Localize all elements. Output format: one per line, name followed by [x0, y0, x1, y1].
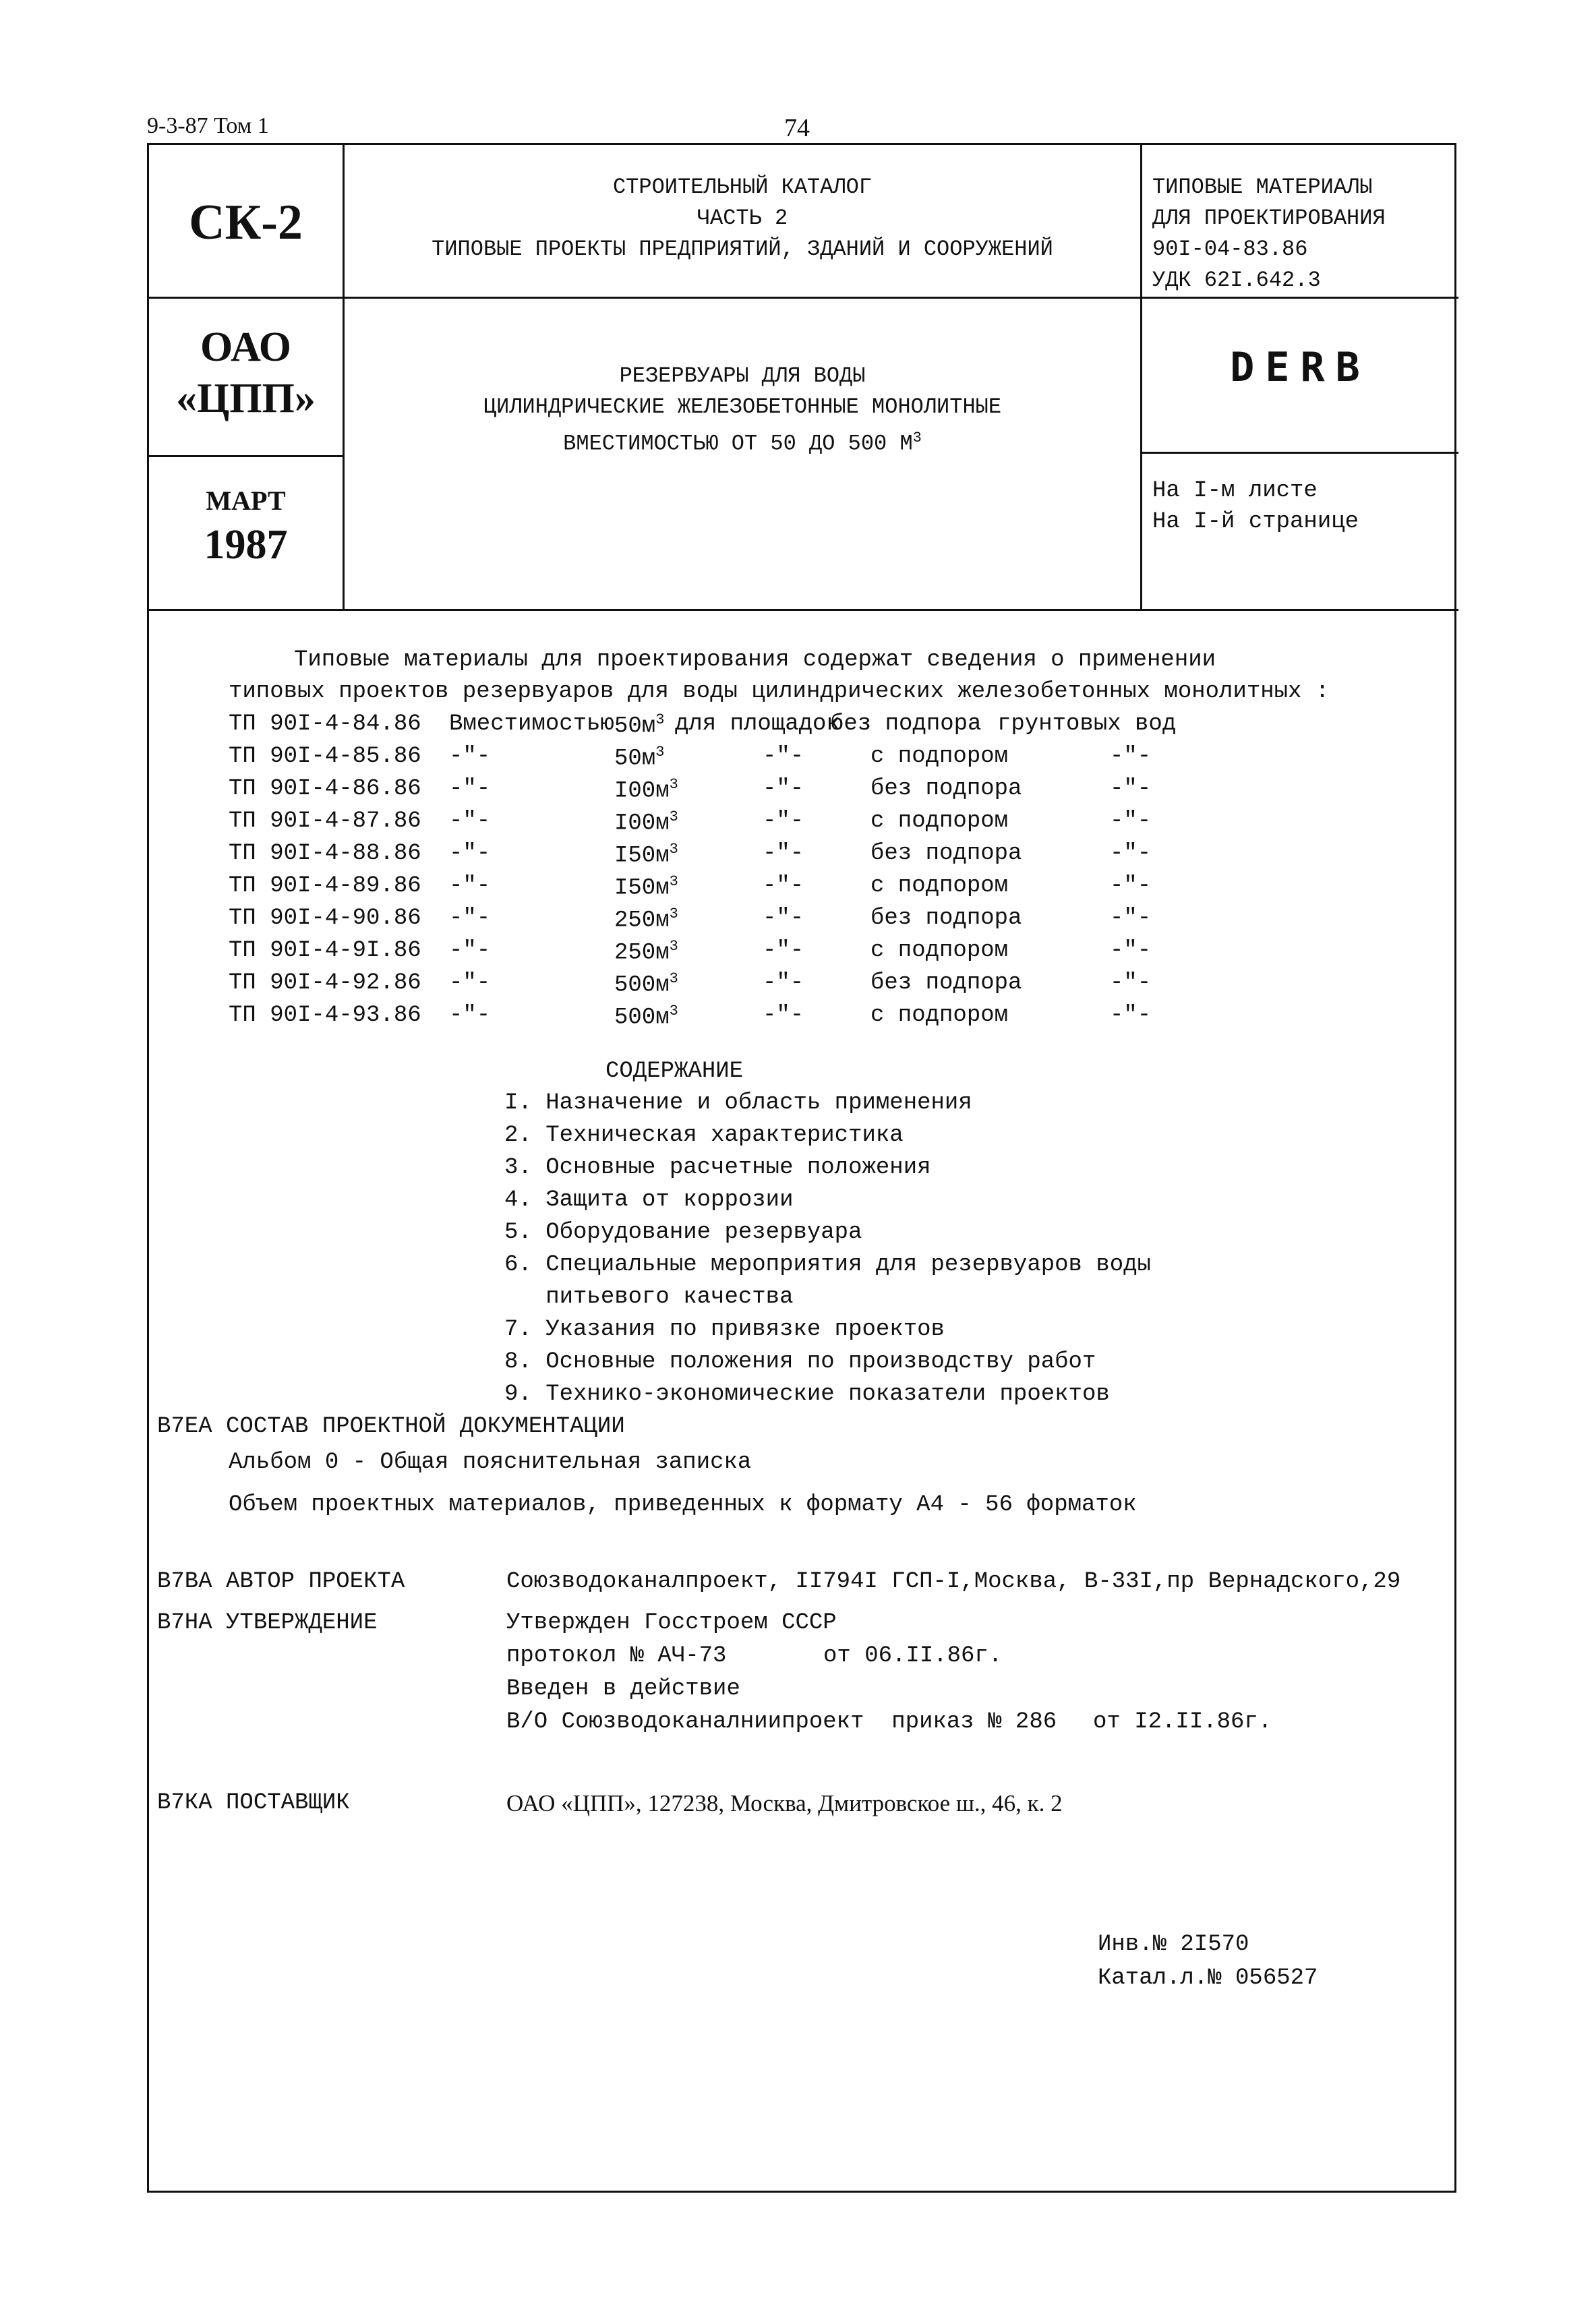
title-superscript: 3 [912, 429, 922, 446]
project-support: без подпора [870, 841, 1022, 866]
project-purpose: -"- [763, 841, 804, 866]
divider [149, 297, 1458, 299]
catalog-line: СТРОИТЕЛЬНЫЙ КАТАЛОГ [612, 175, 873, 200]
document-title [345, 361, 1140, 460]
approval-protocol-date: от 06.II.86г. [823, 1643, 1003, 1669]
project-purpose: -"- [763, 776, 804, 802]
project-volume: $I00м^3$ [614, 776, 678, 804]
project-purpose: -"- [763, 744, 804, 769]
project-support: с подпором [870, 808, 1009, 834]
section-tag: В7КА [157, 1790, 212, 1816]
project-code: ТП 90I-4-93.86 [229, 1003, 421, 1028]
contents-item: 8. Основные положения по производству работ [504, 1349, 1096, 1375]
project-support: без подпора [870, 776, 1022, 802]
volume-unit-superscript: 3 [669, 808, 678, 825]
document-code: 9-3-87 Том 1 [147, 113, 269, 138]
series-code: СК-2 [189, 195, 303, 250]
project-tail: -"- [1110, 906, 1152, 931]
approval-header [157, 1610, 377, 1636]
section-title: СОСТАВ ПРОЕКТНОЙ ДОКУМЕНТАЦИИ [226, 1414, 625, 1440]
project-support: с подпором [870, 938, 1009, 964]
materials-line: ДЛЯ ПРОЕКТИРОВАНИЯ [1152, 206, 1386, 231]
inventory-number: Инв.№ 2I570 [1098, 1932, 1249, 1957]
project-tail: -"- [1110, 776, 1152, 802]
contents-item: 4. Защита от коррозии [504, 1187, 794, 1213]
project-purpose: -"- [763, 873, 804, 899]
project-label: -"- [449, 873, 491, 899]
title-line: РЕЗЕРВУАРЫ ДЛЯ ВОДЫ [619, 363, 866, 388]
document-frame [147, 143, 1456, 2193]
materials-info [1152, 172, 1456, 296]
approval-order-date: от I2.II.86г. [1093, 1709, 1272, 1735]
project-volume: $500м^3$ [614, 1003, 678, 1031]
project-volume: $250м^3$ [614, 938, 678, 966]
publisher-line: ОАО [200, 324, 292, 370]
project-support: без подпора [870, 906, 1022, 931]
volume-unit-superscript: 3 [669, 776, 678, 793]
approval-line: Утвержден Госстроем СССР [506, 1610, 837, 1636]
volume-unit-superscript: 3 [669, 938, 678, 955]
issue-year: 1987 [204, 522, 288, 568]
materials-line: УДК 62I.642.3 [1152, 268, 1321, 293]
composition-volume: Объем проектных материалов, приведенных к формату А4 - 56 форматок [229, 1492, 1137, 1518]
volume-unit-superscript: 3 [669, 906, 678, 922]
project-volume: $I50м^3$ [614, 873, 678, 901]
project-label: -"- [449, 841, 491, 866]
project-label: -"- [449, 906, 491, 931]
page-number: 74 [784, 114, 810, 142]
project-support: с подпором [870, 873, 1009, 899]
volume-unit-superscript: 3 [655, 711, 665, 728]
project-code: ТП 90I-4-88.86 [229, 841, 421, 866]
page-header [147, 113, 1523, 143]
volume-unit-superscript: 3 [655, 744, 665, 761]
catalog-line: ЧАСТЬ 2 [697, 206, 788, 231]
project-code: ТП 90I-4-9I.86 [229, 938, 421, 964]
project-tail: -"- [1110, 873, 1152, 899]
contents-item: 2. Техническая характеристика [504, 1123, 904, 1148]
catalog-number: Катал.л.№ 056527 [1098, 1965, 1318, 1991]
project-label: -"- [449, 970, 491, 996]
project-volume: $I50м^3$ [614, 841, 678, 869]
volume-unit-superscript: 3 [669, 873, 678, 890]
intro-line: Типовые материалы для проектирования содержат сведения о применении [294, 647, 1216, 673]
project-tail: -"- [1110, 938, 1152, 964]
contents-item: 9. Технико-экономические показатели проектов [504, 1382, 1110, 1407]
project-label: -"- [449, 938, 491, 964]
section-title: ПОСТАВЩИК [226, 1790, 350, 1816]
approval-order: В/О Союзводоканалниипроект приказ № 286 [506, 1709, 1057, 1735]
project-code: ТП 90I-4-84.86 [229, 711, 421, 737]
project-label: -"- [449, 776, 491, 802]
section-title: УТВЕРЖДЕНИЕ [226, 1610, 378, 1636]
project-tail: грунтовых вод [997, 711, 1177, 737]
section-title: АВТОР ПРОЕКТА [226, 1569, 405, 1595]
project-volume: $50м^3$ [614, 711, 665, 740]
title-line: ЦИЛИНДРИЧЕСКИЕ ЖЕЛЕЗОБЕТОННЫЕ МОНОЛИТНЫЕ [483, 394, 1002, 419]
project-tail: -"- [1110, 841, 1152, 866]
supplier-value: ОАО «ЦПП», 127238, Москва, Дмитровское ш., 46, к. 2 [506, 1790, 1063, 1816]
publisher-line: «ЦПП» [176, 376, 316, 421]
section-tag: В7ЕА [157, 1414, 212, 1440]
volume-unit-superscript: 3 [669, 841, 678, 858]
author-value: Союзводоканалпроект, II794I ГСП-I,Москва, В-33I,пр Вернадского,29 [506, 1569, 1401, 1595]
project-support: с подпором [870, 744, 1009, 769]
sheet-line: На I-й странице [1152, 509, 1359, 535]
project-volume: $I00м^3$ [614, 808, 678, 837]
author-header [157, 1569, 405, 1595]
section-tag: В7НА [157, 1610, 212, 1636]
divider [149, 455, 343, 457]
project-code: ТП 90I-4-89.86 [229, 873, 421, 899]
composition-tag [157, 1414, 625, 1440]
contents-item: I. Назначение и область применения [504, 1090, 972, 1116]
project-support: без подпора [870, 970, 1022, 996]
section-tag: В7ВА [157, 1569, 212, 1595]
publisher [149, 322, 343, 424]
materials-line: 90I-04-83.86 [1152, 237, 1308, 262]
issue-month: МАРТ [206, 485, 286, 516]
project-code: ТП 90I-4-90.86 [229, 906, 421, 931]
project-support: с подпором [870, 1003, 1009, 1028]
approval-protocol: протокол № АЧ-73 [506, 1643, 727, 1669]
project-purpose: -"- [763, 938, 804, 964]
contents-item: 6. Специальные мероприятия для резервуаров воды [504, 1252, 1151, 1278]
contents-item: 5. Оборудование резервуара [504, 1220, 862, 1245]
catalog-description [345, 172, 1140, 265]
volume-unit-superscript: 3 [669, 1003, 678, 1019]
approval-line: Введен в действие [506, 1676, 740, 1702]
intro-line: типовых проектов резервуаров для воды цилиндрических железобетонных монолитных : [229, 679, 1330, 705]
divider [149, 609, 1458, 611]
project-label: -"- [449, 808, 491, 834]
project-volume: $50м^3$ [614, 744, 665, 772]
catalog-line: ТИПОВЫЕ ПРОЕКТЫ ПРЕДПРИЯТИЙ, ЗДАНИЙ И СООРУЖЕНИЙ [432, 237, 1053, 262]
supplier-header [157, 1790, 350, 1816]
project-tail: -"- [1110, 970, 1152, 996]
project-volume: $250м^3$ [614, 906, 678, 934]
project-purpose: -"- [763, 970, 804, 996]
divider [1140, 452, 1458, 454]
project-support: без подпора [830, 711, 982, 737]
project-purpose: для площадок [675, 711, 840, 737]
issue-date [149, 482, 343, 570]
sheet-info [1152, 475, 1456, 537]
project-code: ТП 90I-4-87.86 [229, 808, 421, 834]
project-label: -"- [449, 1003, 491, 1028]
contents-item: 3. Основные расчетные положения [504, 1155, 931, 1181]
contents-item: питьевого качества [504, 1284, 794, 1310]
project-purpose: -"- [763, 808, 804, 834]
title-line [345, 423, 1140, 460]
materials-line: ТИПОВЫЕ МАТЕРИАЛЫ [1152, 175, 1373, 200]
project-code: ТП 90I-4-86.86 [229, 776, 421, 802]
project-label: Вместимостью [449, 711, 614, 737]
contents-item: 7. Указания по привязке проектов [504, 1317, 945, 1342]
project-code: ТП 90I-4-92.86 [229, 970, 421, 996]
project-purpose: -"- [763, 906, 804, 931]
project-tail: -"- [1110, 744, 1152, 769]
project-tail: -"- [1110, 808, 1152, 834]
volume-unit-superscript: 3 [669, 970, 678, 987]
project-volume: $500м^3$ [614, 970, 678, 999]
contents-heading: СОДЕРЖАНИЕ [605, 1059, 744, 1084]
composition-album: Альбом 0 - Общая пояснительная записка [229, 1450, 752, 1475]
classification-code: DERB [1230, 344, 1371, 391]
project-label: -"- [449, 744, 491, 769]
sheet-line: На I-м листе [1152, 478, 1318, 504]
project-purpose: -"- [763, 1003, 804, 1028]
project-code: ТП 90I-4-85.86 [229, 744, 421, 769]
project-tail: -"- [1110, 1003, 1152, 1028]
title-line-text: ВМЕСТИМОСТЬЮ ОТ 50 ДО 500 М [563, 431, 913, 456]
